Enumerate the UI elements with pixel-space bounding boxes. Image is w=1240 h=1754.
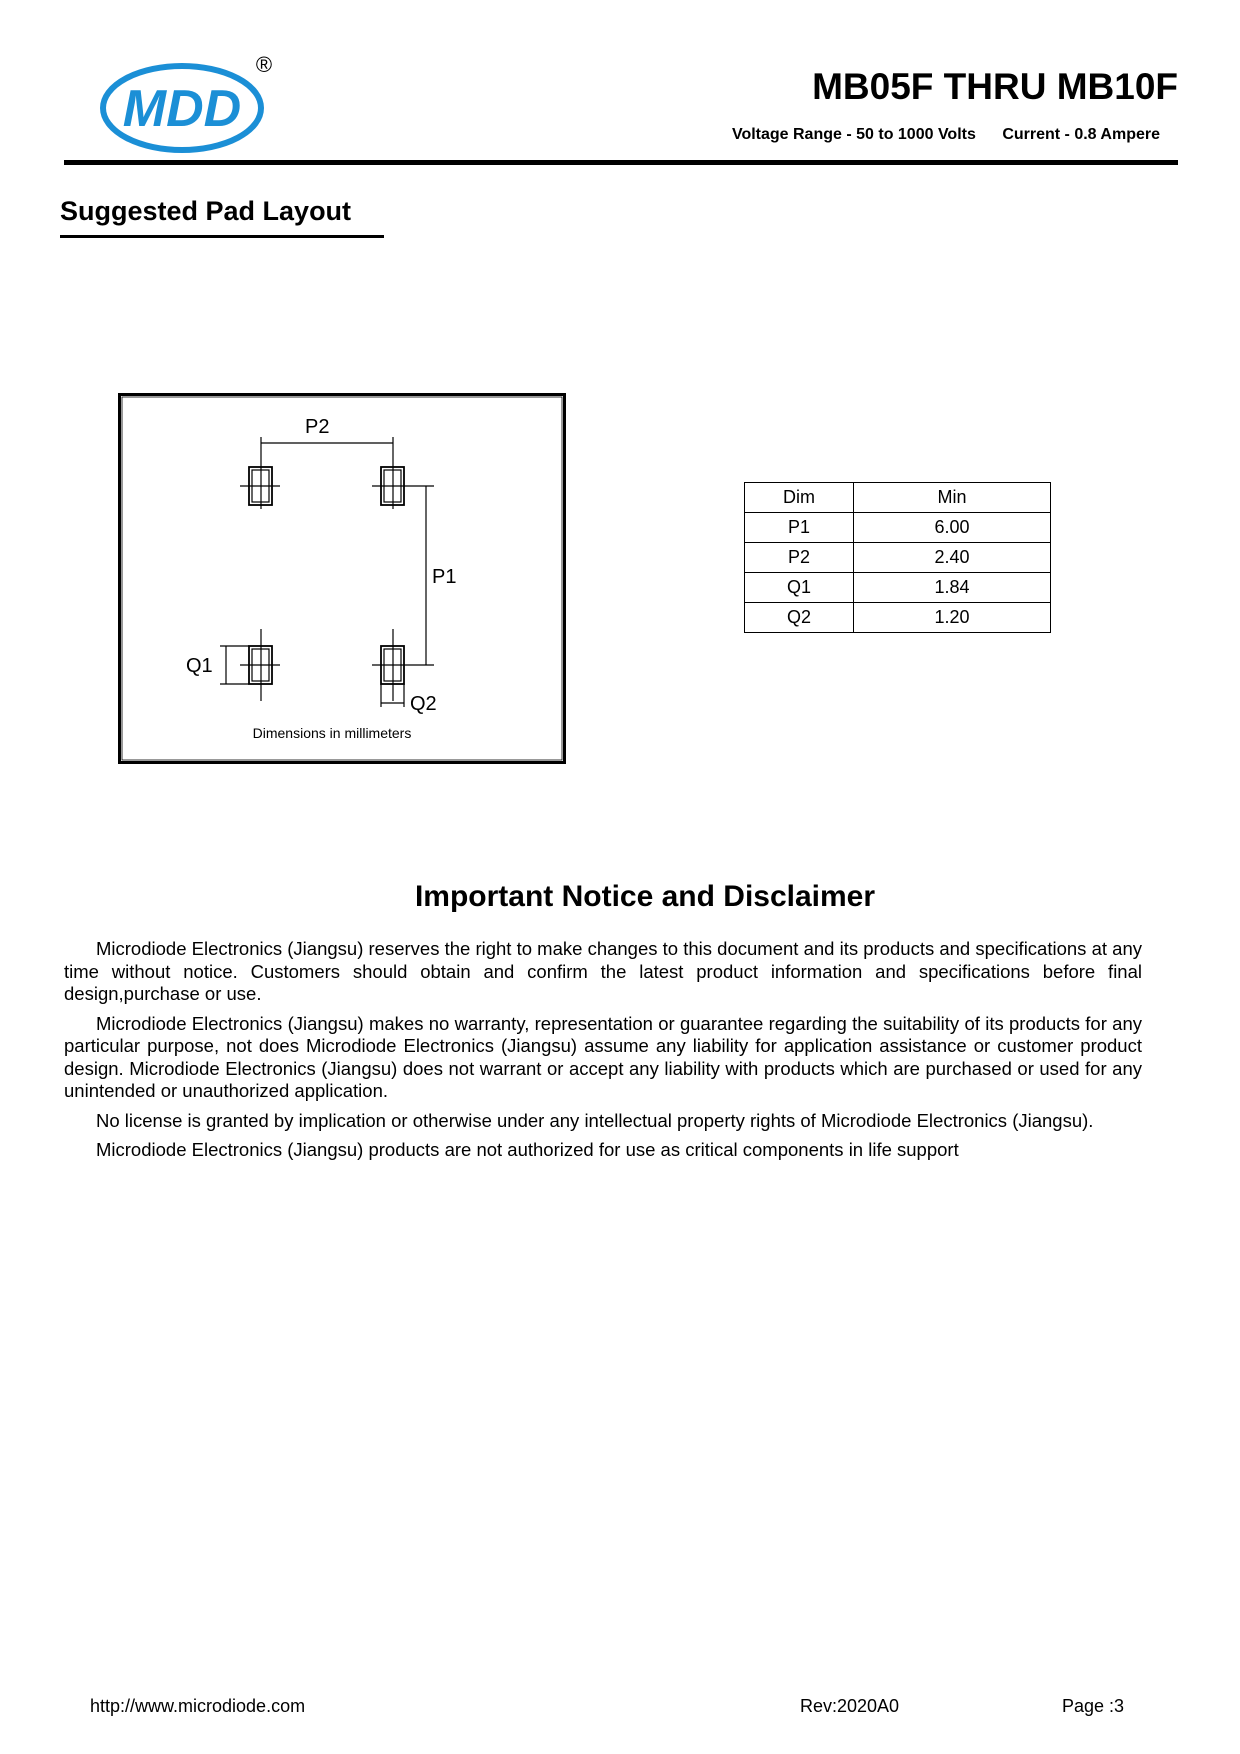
notice-body bbox=[64, 938, 1142, 1169]
label-p2: P2 bbox=[305, 416, 330, 438]
table-row bbox=[745, 543, 1051, 573]
notice-paragraph: No license is granted by implication or otherwise under any intellectual property rights of Microdiode Electronics (Jiangsu). bbox=[96, 1109, 1094, 1131]
section-underline bbox=[60, 235, 384, 238]
notice-paragraph: Microdiode Electronics (Jiangsu) makes no warranty, representation or guarantee regarding the suitability of its products for any particular purpose, not does Microdiode Electronics (Jiangsu) assume any liability for application assistance or customer product design. Microdiode Electronics (Jiangsu) does not warrant or accept any liability with products which are purchased or used for any unintended or unauthorized application. bbox=[64, 1012, 1142, 1101]
pad-layout-figure bbox=[118, 393, 566, 764]
table-row bbox=[745, 603, 1051, 633]
notice-title: Important Notice and Disclaimer bbox=[414, 880, 876, 913]
footer-page-number: Page :3 bbox=[1062, 1696, 1125, 1716]
notice-paragraph: Microdiode Electronics (Jiangsu) reserves the right to make changes to this document and its products and specifications at any time without notice. Customers should obtain and confirm the latest product information and specifications before final design,purchase or use. bbox=[64, 938, 1142, 1004]
cell-min: 1.84 bbox=[854, 573, 1051, 603]
voltage-range: Voltage Range - 50 to 1000 Volts bbox=[731, 126, 976, 143]
notice-paragraph: Microdiode Electronics (Jiangsu) products are not authorized for use as critical components in life support bbox=[96, 1139, 959, 1160]
cell-min: 2.40 bbox=[854, 543, 1051, 573]
label-q2: Q2 bbox=[410, 693, 437, 715]
logo-text: MDD bbox=[122, 80, 242, 138]
header-min: Min bbox=[854, 483, 1051, 513]
table-header-row bbox=[745, 483, 1051, 513]
header-dim: Dim bbox=[745, 483, 854, 513]
table-row bbox=[745, 573, 1051, 603]
section-title: Suggested Pad Layout bbox=[60, 196, 352, 226]
document-title: MB05F THRU MB10F bbox=[812, 66, 1178, 107]
footer-revision: Rev:2020A0 bbox=[800, 1696, 900, 1716]
table-row bbox=[745, 513, 1051, 543]
figure-frame bbox=[120, 395, 565, 763]
current-rating: Current - 0.8 Ampere bbox=[1002, 126, 1160, 143]
mdd-logo bbox=[100, 50, 280, 160]
label-p1: P1 bbox=[432, 566, 457, 588]
dimensions-table bbox=[744, 482, 1051, 633]
rating-line bbox=[732, 126, 1160, 144]
figure-caption: Dimensions in millimeters bbox=[252, 725, 412, 741]
cell-min: 6.00 bbox=[854, 513, 1051, 543]
cell-dim: P1 bbox=[745, 513, 854, 543]
footer-url[interactable]: http://www.microdiode.com bbox=[90, 1696, 306, 1716]
cell-dim: Q1 bbox=[745, 573, 854, 603]
registered-mark: ® bbox=[255, 52, 273, 77]
cell-dim: Q2 bbox=[745, 603, 854, 633]
header-divider bbox=[64, 160, 1178, 165]
cell-dim: P2 bbox=[745, 543, 854, 573]
label-q1: Q1 bbox=[186, 655, 213, 677]
cell-min: 1.20 bbox=[854, 603, 1051, 633]
